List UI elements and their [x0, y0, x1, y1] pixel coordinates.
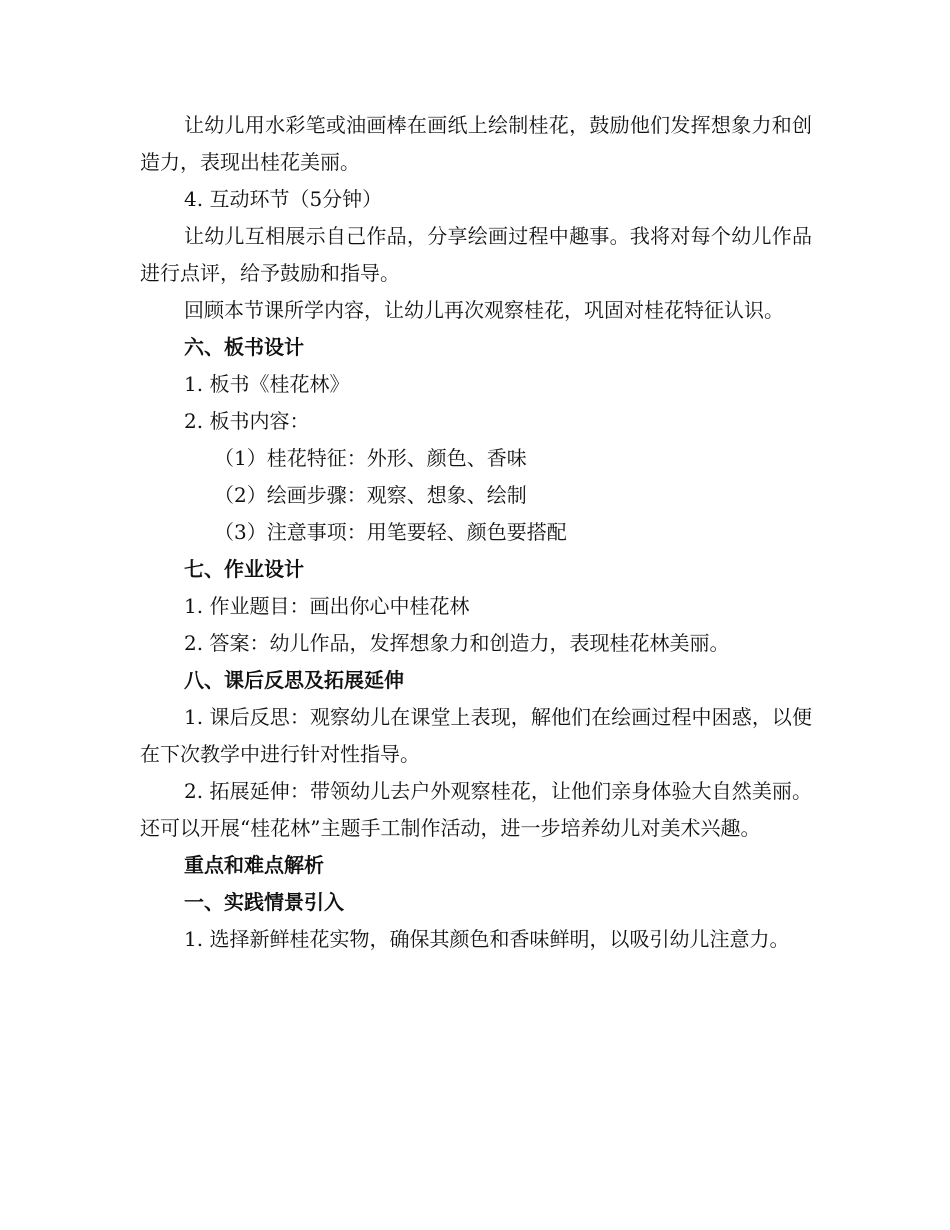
list-item-interaction-step: 4. 互动环节（5分钟）	[184, 187, 383, 211]
sub-item-notes: （3）注意事项：用笔要轻、颜色要搭配	[214, 520, 567, 544]
list-item-board-title: 1. 板书《桂花林》	[184, 372, 350, 396]
paragraph-drawing-activity: 让幼儿用水彩笔或油画棒在画纸上绘制桂花，鼓励他们发挥想象力和创造力，表现出桂花美丽。	[140, 113, 812, 174]
paragraph-sharing-works: 让幼儿互相展示自己作品，分享绘画过程中趣事。我将对每个幼儿作品进行点评，给予鼓励和指导。	[140, 224, 812, 285]
list-item-board-content: 2. 板书内容：	[184, 409, 310, 433]
document-body	[140, 107, 812, 958]
sub-item-features: （1）桂花特征：外形、颜色、香味	[214, 446, 527, 470]
section-heading-reflection: 八、课后反思及拓展延伸	[184, 668, 404, 692]
section-heading-key-points: 重点和难点解析	[184, 853, 324, 877]
section-heading-scenario-intro: 一、实践情景引入	[184, 890, 344, 914]
section-heading-homework: 七、作业设计	[184, 557, 304, 581]
sub-item-drawing-steps: （2）绘画步骤：观察、想象、绘制	[214, 483, 527, 507]
paragraph-reflection: 1. 课后反思：观察幼儿在课堂上表现，解他们在绘画过程中困惑，以便在下次教学中进行针对性指导。	[140, 705, 812, 766]
list-item-homework-answer: 2. 答案：幼儿作品，发挥想象力和创造力，表现桂花林美丽。	[184, 631, 730, 655]
list-item-homework-topic: 1. 作业题目：画出你心中桂花林	[184, 594, 470, 618]
paragraph-review: 回顾本节课所学内容，让幼儿再次观察桂花，巩固对桂花特征认识。	[184, 298, 784, 322]
paragraph-extension: 2. 拓展延伸：带领幼儿去户外观察桂花，让他们亲身体验大自然美丽。还可以开展“桂花林”主题手工制作活动，进一步培养幼儿对美术兴趣。	[140, 779, 812, 840]
section-heading-board-design: 六、板书设计	[184, 335, 304, 359]
paragraph-select-flowers: 1. 选择新鲜桂花实物，确保其颜色和香味鲜明，以吸引幼儿注意力。	[184, 927, 790, 951]
